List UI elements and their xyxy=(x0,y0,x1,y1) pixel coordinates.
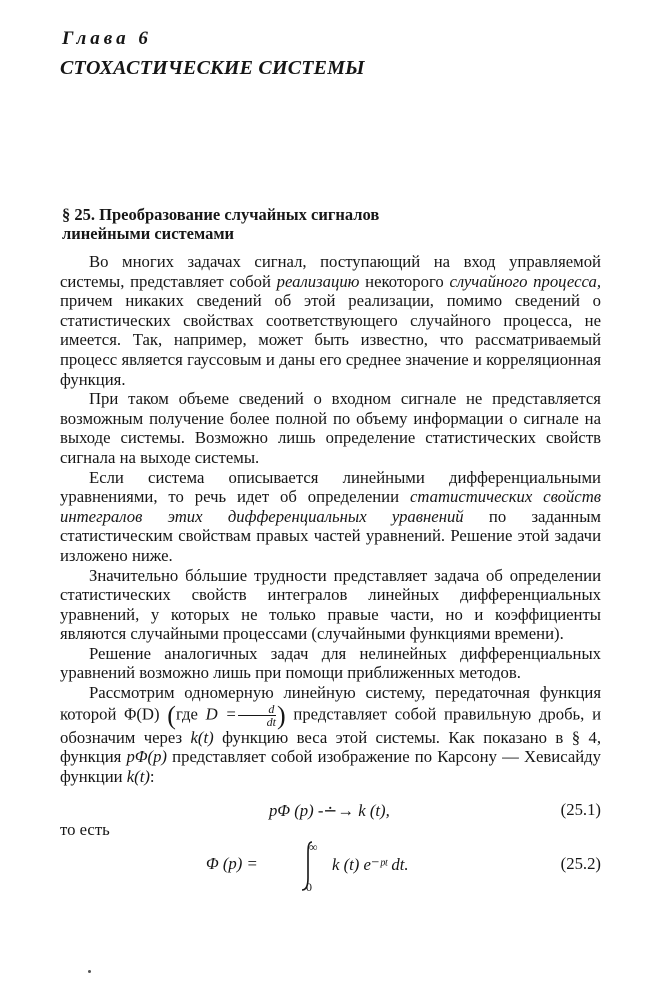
equation-25-1-formula: pΦ (p) -∸→ k (t), xyxy=(269,801,390,820)
equation-25-2-integrand: k (t) e⁻ᵖᵗ dt. xyxy=(332,855,409,874)
equation-25-1 xyxy=(60,800,601,822)
text-run: по заданным статистическим свойствам правых частей уравнений. Решение этой задачи изложено ниже. xyxy=(60,506,601,565)
equation-25-2-number: (25.2) xyxy=(560,854,601,873)
section-heading-line2: линейными системами xyxy=(62,224,235,243)
text-run: где xyxy=(175,703,206,723)
section-heading-line1: § 25. Преобразование случайных сигналов xyxy=(62,205,380,224)
body-text xyxy=(60,252,601,786)
text-run: Рассмотрим одномерную линейную систему, передаточная функция которой xyxy=(60,683,601,723)
paragraph-1 xyxy=(60,252,601,389)
text-run: функцию веса этой системы. Как показано в § 4, функция xyxy=(60,727,601,767)
chapter-title: СТОХАСТИЧЕСКИЕ СИСТЕМЫ xyxy=(60,57,365,79)
math-d-equals: D = xyxy=(205,703,237,723)
math-fraction-d-dt xyxy=(238,703,276,728)
paren-close: ) xyxy=(276,700,286,730)
integral-lower-limit: 0 xyxy=(306,880,312,894)
text-run: Если система описывается линейными дифференциальными уравнениями, то речь идет об определении xyxy=(60,467,601,507)
text-run: представляет собой изображение по Карсону — Хевисайду функции xyxy=(60,747,601,786)
text-run: : xyxy=(149,766,155,786)
connector-text: то есть xyxy=(60,820,110,839)
integral-upper-limit: ∞ xyxy=(309,840,318,854)
chapter-label: Глава 6 xyxy=(62,28,152,49)
section-heading xyxy=(62,205,602,243)
fraction-denominator: dt xyxy=(266,714,276,729)
fraction-numerator: d xyxy=(238,703,276,716)
text-run: причем никаких сведений об этой реализации, помимо сведений о статистических свойствах соответствующего случайного процесса, не имеется. Так, например, может быть известно, что рассматриваемый процесс является гауссовым и даны его среднее значение и корреляционная функция. xyxy=(60,291,601,389)
paragraph-6 xyxy=(60,683,601,786)
equation-25-2-lhs: Φ (p) = xyxy=(206,854,258,873)
text-run: Во многих задачах сигнал, поступающий на вход управляемой системы, представляет собой xyxy=(60,252,601,291)
paragraph-4: Значительно бóльшие трудности представляет задача об определении статистических свойств интегралов линейных дифференциальных уравнений, у которых не только правые части, но и коэффициенты являются случайными процессами (случайными функциями времени). xyxy=(60,565,601,644)
paren-open: ( xyxy=(167,700,176,730)
paragraph-3 xyxy=(60,468,601,566)
paragraph-5: Решение аналогичных задач для нелинейных дифференциальных уравнений возможно лишь при помощи приближенных методов. xyxy=(60,643,601,683)
math-phi-d: Φ(D) xyxy=(124,703,160,723)
equation-25-1-number: (25.1) xyxy=(560,800,601,819)
emphasis-statistical-properties: статистических свойств интегралов этих дифференциальных уравнений xyxy=(60,487,601,526)
emphasis-random-process: случайного процесса, xyxy=(449,271,602,291)
paragraph-2: При таком объеме сведений о входном сигнале не представляется возможным получение более полной по объему информации о сигнале на выходе системы. Возможно лишь определение статистических свойств сигнала на выходе системы. xyxy=(60,389,601,467)
math-k-t: k(t) xyxy=(126,766,150,786)
print-speck xyxy=(88,970,91,973)
math-k-t: k(t) xyxy=(190,727,214,747)
text-run: некоторого xyxy=(359,271,450,291)
equation-25-2 xyxy=(60,838,601,898)
math-p-phi-p: pΦ(p) xyxy=(126,747,167,767)
emphasis-realization: реализацию xyxy=(276,271,360,291)
text-run: представляет собой правильную дробь, и обозначим через xyxy=(60,703,601,747)
